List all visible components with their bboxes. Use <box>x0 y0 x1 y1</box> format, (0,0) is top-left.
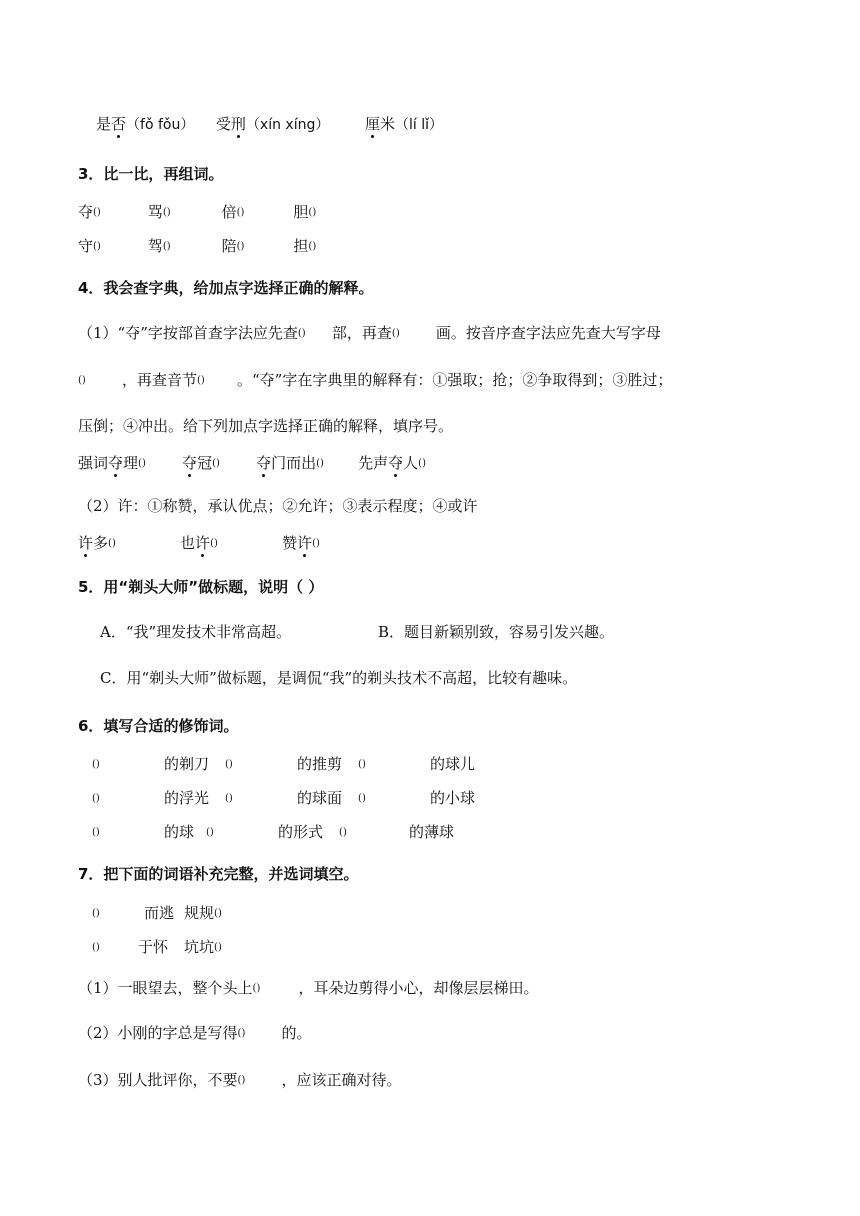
dotted-char: 夺 <box>182 454 198 472</box>
text: 门而出 <box>271 454 317 472</box>
answer-blank[interactable] <box>237 203 289 223</box>
answer-blank[interactable] <box>214 938 264 958</box>
dotted-char: 许 <box>297 534 313 552</box>
answer-blank[interactable] <box>92 904 144 924</box>
q4-part1-line2 <box>78 370 672 391</box>
text: 的。 <box>281 1024 312 1042</box>
question-3-heading: 3．比一比，再组词。 <box>78 165 224 183</box>
answer-blank[interactable] <box>308 237 358 257</box>
text: （3）别人批评你，不要 <box>78 1071 238 1089</box>
answer-blank[interactable] <box>308 203 358 223</box>
dotted-char: 否 <box>111 115 127 133</box>
text: 多 <box>93 534 109 552</box>
answer-blank[interactable] <box>92 938 138 958</box>
answer-blank[interactable] <box>298 324 332 344</box>
answer-blank[interactable] <box>316 454 358 474</box>
text: 的薄球 <box>409 823 455 841</box>
answer-blank[interactable] <box>197 371 237 391</box>
answer-blank[interactable] <box>214 904 264 924</box>
answer-blank[interactable] <box>92 789 164 809</box>
answer-blank[interactable] <box>92 755 164 775</box>
answer-blank[interactable] <box>206 823 278 843</box>
text: 的球儿 <box>430 755 476 773</box>
modifier-row-1 <box>92 754 475 775</box>
answer-blank[interactable] <box>358 755 430 775</box>
pinyin-options: （fǒ fǒu） <box>126 117 195 133</box>
text: 画。按音序查字法应先查大写字母 <box>435 324 661 342</box>
dotted-char: 夺 <box>108 454 124 472</box>
answer-blank[interactable] <box>78 371 122 391</box>
modifier-row-3 <box>92 822 454 843</box>
text: （1）一眼望去，整个头上 <box>78 979 253 997</box>
text: 。“夺”字在字典里的解释有：①强取；抢；②争取得到；③胜过； <box>237 371 673 389</box>
word-char: 米 <box>379 115 395 133</box>
answer-blank[interactable] <box>163 237 217 257</box>
idiom-row-1 <box>92 903 264 924</box>
answer-blank[interactable] <box>237 237 289 257</box>
idiom-row-2 <box>92 937 264 958</box>
text: 人 <box>403 454 419 472</box>
pinyin-options: （lí lǐ） <box>394 117 443 133</box>
answer-blank[interactable] <box>210 534 258 554</box>
text: 的球面 <box>297 789 343 807</box>
text: 的小球 <box>430 789 476 807</box>
text: （1）“夺”字按部首查字法应先查 <box>78 324 298 342</box>
answer-blank[interactable] <box>225 789 297 809</box>
answer-blank[interactable] <box>212 454 256 474</box>
text: 的浮光 <box>164 789 210 807</box>
word-char: 是 <box>96 115 112 133</box>
char: 陪 <box>221 237 237 255</box>
answer-blank[interactable] <box>93 203 143 223</box>
text: 赞 <box>282 534 298 552</box>
answer-blank[interactable] <box>392 324 436 344</box>
text: 冠 <box>197 454 213 472</box>
q5-option-c[interactable]: C．用“剃头大师”做标题，是调侃“我”的剃头技术不高超，比较有趣味。 <box>100 669 578 687</box>
answer-blank[interactable] <box>238 1071 282 1091</box>
char: 骂 <box>147 203 163 221</box>
answer-blank[interactable] <box>225 755 297 775</box>
q4-words-2 <box>78 533 360 554</box>
text: 的剃刀 <box>164 755 210 773</box>
char: 夺 <box>78 203 94 221</box>
dotted-char: 夺 <box>256 454 272 472</box>
text: 于怀 <box>138 938 169 956</box>
text: 的形式 <box>278 823 324 841</box>
text: 强词 <box>78 454 109 472</box>
dotted-char: 厘 <box>364 115 380 133</box>
text: 也 <box>180 534 196 552</box>
pinyin-choice-line <box>96 114 443 135</box>
char: 倍 <box>221 203 237 221</box>
text: 的推剪 <box>297 755 343 773</box>
pinyin-options: （xín xíng） <box>245 117 330 133</box>
dotted-char: 刑 <box>230 115 246 133</box>
answer-blank[interactable] <box>312 534 360 554</box>
answer-blank[interactable] <box>339 823 409 843</box>
question-7-heading: 7．把下面的词语补充完整，并选词填空。 <box>78 865 359 883</box>
text: 先声 <box>358 454 389 472</box>
answer-blank[interactable] <box>93 237 143 257</box>
modifier-row-2 <box>92 788 475 809</box>
answer-blank[interactable] <box>253 979 299 999</box>
dotted-char: 夺 <box>388 454 404 472</box>
q4-part1-line3: 压倒；④冲出。给下列加点字选择正确的解释，填序号。 <box>78 417 454 435</box>
answer-blank[interactable] <box>138 454 182 474</box>
q4-part2: （2）许：①称赞，承认优点；②允许；③表示程度；④或许 <box>78 497 478 515</box>
text: 的球 <box>164 823 195 841</box>
text: （2）小刚的字总是写得 <box>78 1024 238 1042</box>
text: 部，再查 <box>331 324 392 342</box>
question-6-heading: 6．填写合适的修饰词。 <box>78 717 239 735</box>
word-char: 受 <box>215 115 231 133</box>
compare-row-1 <box>78 202 358 223</box>
q5-option-a[interactable]: A．“我”理发技术非常高超。 <box>100 623 292 641</box>
answer-blank[interactable] <box>238 1024 282 1044</box>
text: 规规 <box>184 904 215 922</box>
text: ，应该正确对待。 <box>281 1071 402 1089</box>
answer-blank[interactable] <box>92 823 164 843</box>
text: 而逃 <box>144 904 175 922</box>
answer-blank[interactable] <box>108 534 156 554</box>
answer-blank[interactable] <box>163 203 217 223</box>
question-4-heading: 4．我会查字典，给加点字选择正确的解释。 <box>78 279 374 297</box>
text: ，再查音节 <box>122 371 198 389</box>
answer-blank[interactable] <box>418 454 464 474</box>
char: 驾 <box>147 237 163 255</box>
text: ，耳朵边剪得小心，却像层层梯田。 <box>298 979 539 997</box>
answer-blank[interactable] <box>358 789 430 809</box>
dotted-char: 许 <box>195 534 211 552</box>
char: 守 <box>78 237 94 255</box>
fill-sentence-1 <box>78 978 539 999</box>
char: 胆 <box>293 203 309 221</box>
question-5-heading: 5．用“剃头大师”做标题，说明（ ） <box>78 578 324 596</box>
q5-option-b[interactable]: B．题目新颖别致，容易引发兴趣。 <box>378 623 615 641</box>
q4-part1-line1 <box>78 323 661 344</box>
fill-sentence-2 <box>78 1023 312 1044</box>
text: 坑坑 <box>184 938 215 956</box>
dotted-char: 许 <box>78 534 94 552</box>
compare-row-2 <box>78 236 358 257</box>
q4-words-1 <box>78 453 464 474</box>
char: 担 <box>293 237 309 255</box>
text: 理 <box>123 454 139 472</box>
fill-sentence-3 <box>78 1070 402 1091</box>
